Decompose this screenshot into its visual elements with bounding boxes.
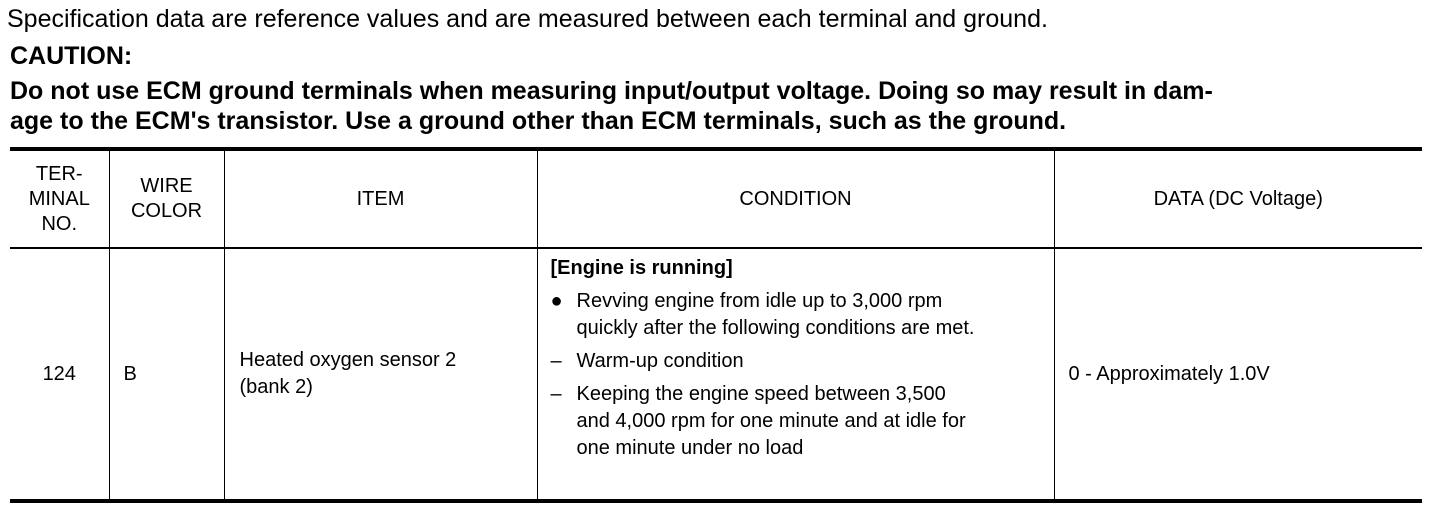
- header-data: DATA (DC Voltage): [1054, 149, 1422, 248]
- caution-heading: CAUTION:: [10, 42, 133, 70]
- cell-condition: [537, 248, 1054, 501]
- table-row: [10, 248, 1422, 501]
- condition-bullet: ● Revving engine from idle up to 3,000 rpm quickly after the following conditions are met.: [550, 290, 975, 339]
- condition-subitem: – Keeping the engine speed between 3,500 and 4,000 rpm for one minute and at idle for one minute under no load: [550, 383, 966, 459]
- cell-item: Heated oxygen sensor 2 (bank 2): [224, 248, 537, 501]
- cell-terminal-no: 124: [10, 248, 109, 501]
- dash-icon: –: [550, 383, 562, 405]
- table-header-row: [10, 149, 1422, 248]
- cell-data-voltage: 0 - Approximately 1.0V: [1054, 248, 1422, 501]
- condition-subitem: – Warm-up condition: [551, 348, 1054, 375]
- header-terminal-no: TER- MINAL NO.: [10, 149, 109, 248]
- header-item: ITEM: [224, 149, 537, 248]
- caution-line: Do not use ECM ground terminals when measuring input/output voltage. Doing so may result in dam-: [10, 77, 1213, 105]
- dash-icon: –: [550, 350, 562, 372]
- terminal-spec-table: [10, 147, 1422, 503]
- intro-text: Specification data are reference values and are measured between each terminal and ground.: [7, 5, 1048, 33]
- caution-text: [10, 76, 1425, 136]
- cell-wire-color: B: [109, 248, 224, 501]
- header-wire-color: WIRE COLOR: [109, 149, 224, 248]
- caution-line: age to the ECM's transistor. Use a ground other than ECM terminals, such as the ground.: [10, 107, 1067, 135]
- header-condition: CONDITION: [537, 149, 1054, 248]
- bullet-dot-icon: ●: [550, 290, 563, 312]
- condition-heading: [Engine is running]: [550, 257, 733, 279]
